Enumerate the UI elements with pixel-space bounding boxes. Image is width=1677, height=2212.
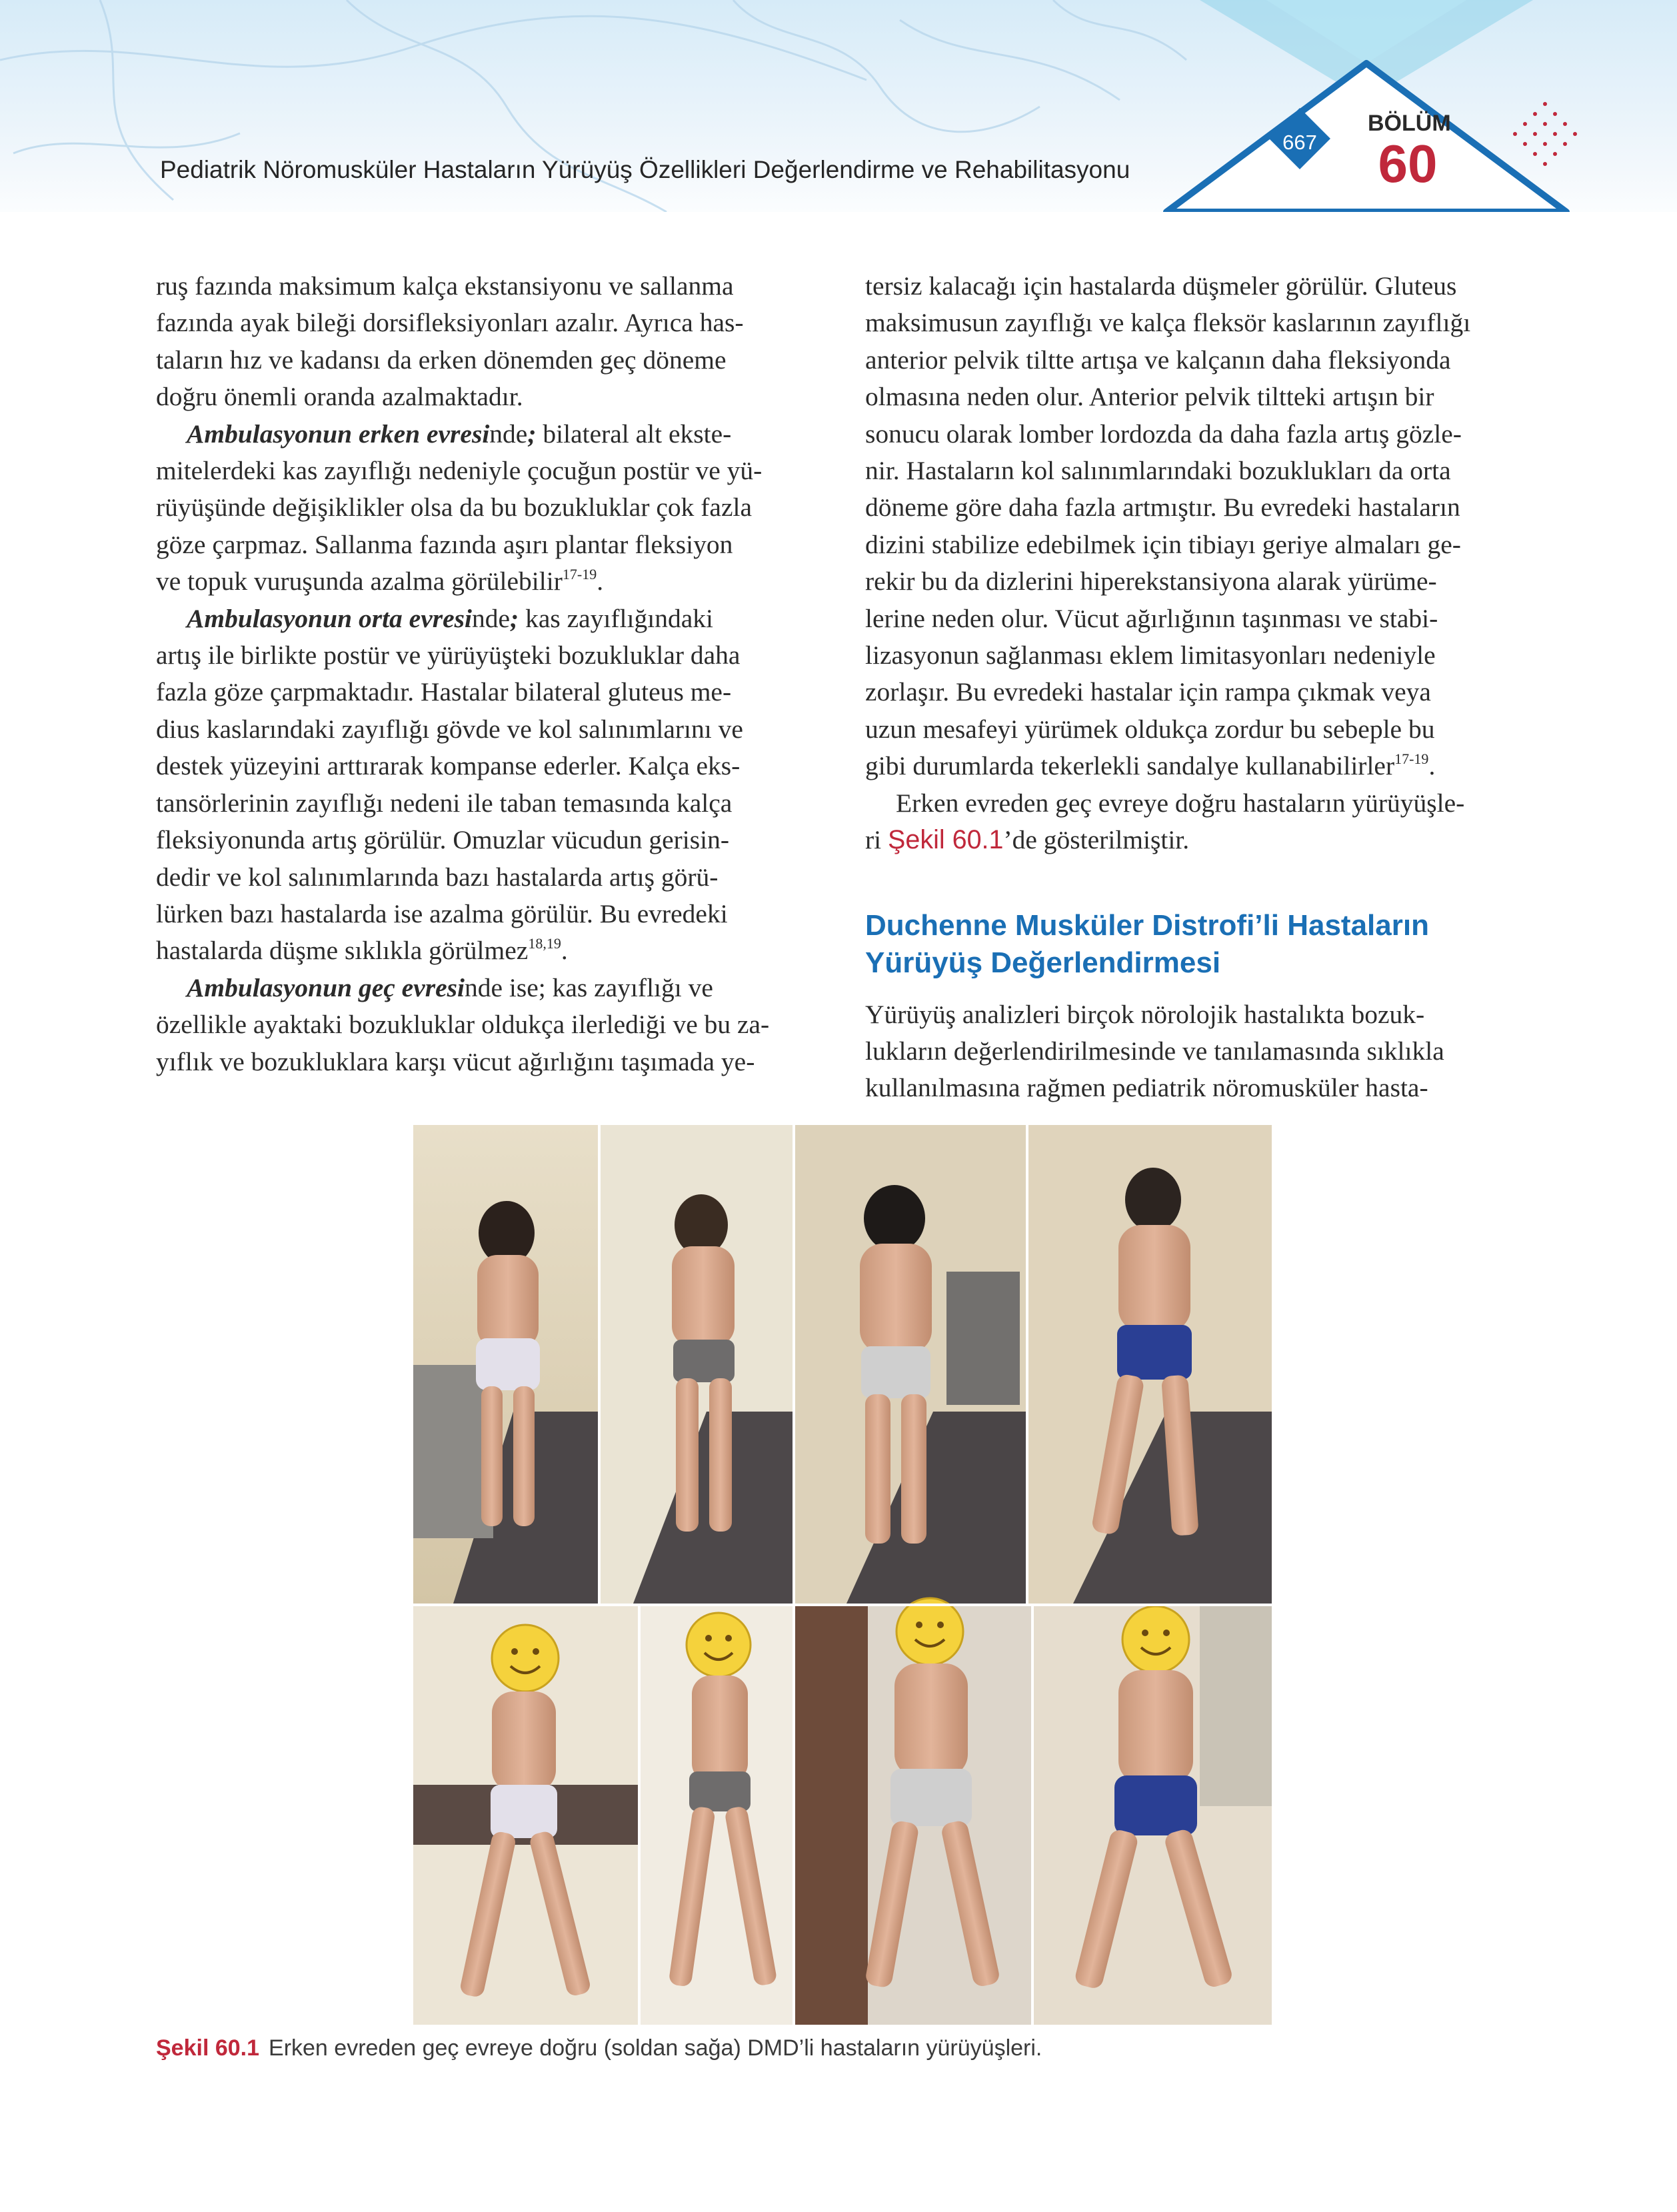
- section-heading: Duchenne Musküler Distrofi’li Hastaların Yürüyüş Değerlendirmesi: [865, 908, 1429, 979]
- photo-back-view-4: [1028, 1125, 1272, 1604]
- stage-term-semicolon: ;: [527, 419, 537, 449]
- stage-term-middle: Ambulasyonun orta evresi: [187, 603, 472, 633]
- underwear-shorts: [673, 1340, 735, 1382]
- figure-caption: [156, 2035, 1042, 2061]
- face-blur-smiley-icon: [1122, 1606, 1189, 1673]
- stage-term-early: Ambulasyonun erken evresi: [187, 419, 490, 449]
- chapter-label: BÖLÜM: [1368, 111, 1451, 136]
- stage-term-semicolon: ;: [510, 603, 519, 633]
- right-column: [865, 268, 1525, 1107]
- figure-reference-link[interactable]: Şekil 60.1: [888, 825, 1004, 855]
- left-column: [156, 268, 816, 1080]
- paragraph-text: kas zayıflığındaki artış ile birlikte postür ve yürüyüşteki bozukluklar daha fazla göze çarpmaktadır. Hastalar bilateral gluteus me- dius kaslarındaki zayıflığı gövde ve kol salınımlarını ve destek yüzeyini arttırarak kompanse ederler. Kalça eks- tansörlerinin zayıflığı nedeni ile taban temasında kalça fleksiyonunda artış görülür. Omuzlar vücudun gerisin- dedir ve kol salınımlarında bazı hastalarda artış görü- lürken bazı hastalarda ise azalma görülür. Bu evredeki hastalarda düşme sıklıkla görülmez: [156, 603, 743, 966]
- punctuation: .: [597, 566, 604, 596]
- underwear-shorts: [689, 1771, 751, 1811]
- paragraph-text: bilateral alt ekste- mitelerdeki kas zayıflığı nedeniyle çocuğun postür ve yü- rüyüşünde değişiklikler olsa da bu bozukluklar çok fazla göze çarpmaz. Sallanma fazında aşırı plantar fleksiyon ve topuk vuruşunda azalma görülebilir: [156, 419, 763, 596]
- figure-caption-label: Şekil 60.1: [156, 2035, 260, 2061]
- photo-back-view-1: [413, 1125, 599, 1604]
- face-blur-smiley-icon: [896, 1598, 963, 1665]
- photo-side-view-3: [795, 1598, 1032, 2025]
- underwear-shorts: [861, 1346, 930, 1398]
- paragraph-text: ’de gösterilmiştir.: [1003, 825, 1190, 855]
- citation: 17-19: [1394, 750, 1429, 768]
- stage-term-suffix: nde: [471, 603, 511, 633]
- paragraph: [865, 268, 1525, 785]
- paragraph: [156, 416, 816, 600]
- face-blur-smiley-icon: [492, 1625, 559, 1691]
- dot-pattern-icon: [1513, 102, 1577, 166]
- photo-side-view-1: [413, 1606, 639, 2025]
- stage-term-late: Ambulasyonun geç evresi: [187, 972, 465, 1002]
- paragraph: [156, 268, 816, 416]
- photo-side-view-4: [1033, 1606, 1272, 2025]
- stage-term-suffix: nde: [489, 419, 528, 449]
- paragraph: [156, 600, 816, 970]
- paragraph-text: ruş fazında maksimum kalça ekstansiyonu ve sallanma fazında ayak bileği dorsifleksiyonları azalır. Ayrıca has- taların hız ve kadansı da erken dönemden geç döneme doğru önemli oranda azalmaktadır.: [156, 271, 744, 412]
- paragraph: [865, 785, 1525, 859]
- punctuation: .: [1428, 751, 1436, 781]
- face-blur-smiley-icon: [687, 1613, 751, 1677]
- paragraph: [865, 996, 1525, 1107]
- running-title: Pediatrik Nöromusküler Hastaların Yürüyüş Özellikleri Değerlendirme ve Rehabilitasyonu: [160, 156, 1130, 183]
- underwear-shorts: [491, 1785, 557, 1838]
- paragraph-text: Yürüyüş analizleri birçok nörolojik hastalıkta bozuk- lukların değerlendirilmesinde ve tanılamasında sıklıkla kullanılmasına rağmen pediatrik nöromusküler hasta-: [865, 999, 1444, 1103]
- photo-back-view-3: [795, 1125, 1026, 1604]
- photo-back-view-2: [600, 1125, 793, 1604]
- page-number: 667: [1282, 131, 1317, 154]
- underwear-shorts: [476, 1338, 540, 1390]
- paragraph-text: tersiz kalacağı için hastalarda düşmeler görülür. Gluteus maksimusun zayıflığı ve kalça fleksör kaslarının zayıflığı anterior pelvik tiltte artışa ve kalçanın daha fleksiyonda olmasına neden olur. Anterior pelvik tiltteki artışın bir sonucu olarak lomber lordozda da daha fazla artış gözle- nir. Hastaların kol salınımlarındaki bozuklukları da orta döneme göre daha fazla artmıştır. Bu evredeki hastaların dizini stabilize edebilmek için tibiayı geriye almaları ge- rekir bu da dizlerini hiperekstansiyona alarak yürüme- lerine neden olur. Vücut ağırlığının taşınması ve stabi- lizasyonun sağlanması eklem limitasyonları nedeniyle zorlaşır. Bu evredeki hastalar için rampa çıkmak veya uzun mesafeyi yürümek oldukça zordur bu sebeple bu gibi durumlarda tekerlekli sandalye kullanabilirler: [865, 271, 1471, 781]
- figure-caption-text: Erken evreden geç evreye doğru (soldan sağa) DMD’li hastaların yürüyüşleri.: [269, 2035, 1042, 2061]
- figure-collage: [413, 1125, 1272, 2025]
- stage-term-suffix: nde ise: [464, 972, 539, 1002]
- chapter-number: 60: [1378, 134, 1438, 193]
- page-header: [0, 0, 1677, 212]
- citation: 17-19: [562, 566, 597, 583]
- figure-photo-grid: [413, 1125, 1272, 2025]
- underwear-shorts: [1114, 1775, 1197, 1835]
- paragraph: [156, 970, 816, 1080]
- photo-side-view-2: [640, 1606, 793, 2025]
- underwear-shorts: [890, 1769, 972, 1826]
- citation: 18,19: [528, 935, 561, 952]
- paragraph-text: Erken evreden geç evreye doğru hastaların yürüyüşle- ri: [865, 788, 1465, 855]
- underwear-shorts: [1117, 1325, 1192, 1380]
- paragraph-text: ; kas zayıflığı ve özellikle ayaktaki bozukluklar oldukça ilerlediği ve bu za- yıflık ve bozukluklara karşı vücut ağırlığını taşımada ye-: [156, 972, 770, 1076]
- punctuation: .: [561, 936, 568, 966]
